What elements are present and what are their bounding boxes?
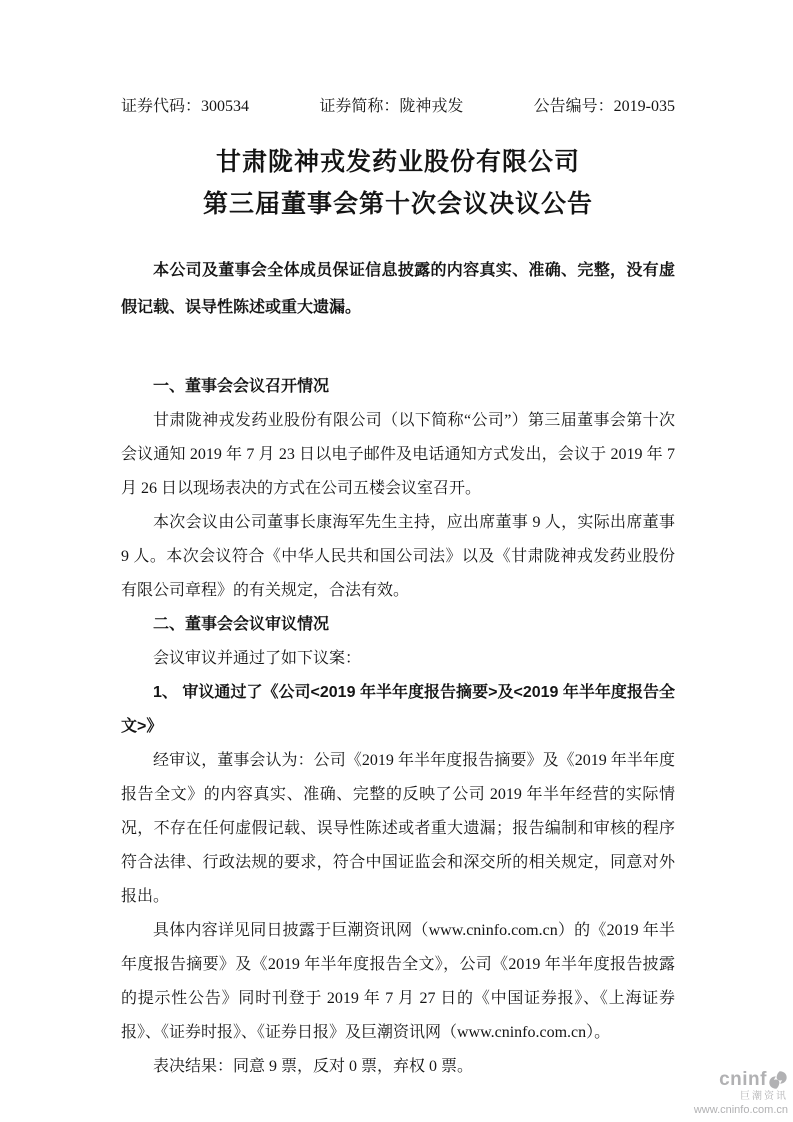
section-heading-deliberation: 二、董事会会议审议情况	[153, 616, 330, 633]
integrity-statement: 本公司及董事会全体成员保证信息披露的内容真实、准确、完整，没有虚假记载、误导性陈述或重大遗漏。	[121, 262, 675, 316]
cninfo-logo	[694, 1070, 788, 1117]
cninfo-chinese-name: 巨潮资讯	[740, 1091, 788, 1102]
company-name-title: 甘肃陇神戎发药业股份有限公司	[215, 149, 580, 176]
section-heading-convening: 一、董事会会议召开情况	[153, 378, 330, 395]
document-header	[121, 96, 675, 118]
cninfo-swirl-icon	[768, 1070, 788, 1090]
paragraph-meeting-notice: 甘肃陇神戎发药业股份有限公司（以下简称“公司”）第三届董事会第十次会议通知 2019 年 7 月 23 日以电子邮件及电话通知方式发出，会议于 2019 年 7 月 26 日以现场表决的方式在公司五楼会议室召开。	[121, 412, 675, 497]
announcement-number: 公告编号：2019-035	[533, 98, 675, 115]
paragraph-disclosure-details: 具体内容详见同日披露于巨潮资讯网（www.cninfo.com.cn）的《2019 年半年度报告摘要》及《2019 年半年度报告全文》，公司《2019 年半年度报告披露的提示性公告》同时刊登于 2019 年 7 月 27 日的《中国证券报》、《上海证券报》、《证券时报》、《证券日报》及巨潮资讯网（www.cninfo.com.cn）。	[121, 922, 675, 1041]
resolution-item-heading: 1、 审议通过了《公司<2019 年半年度报告摘要>及<2019 年半年度报告全文>》	[121, 684, 675, 735]
stock-short-name: 证券简称：陇神戎发	[319, 98, 464, 115]
deliberation-intro: 会议审议并通过了如下议案：	[153, 650, 362, 667]
cninfo-logo-top	[694, 1070, 788, 1090]
cninfo-logo-text: cninf	[719, 1069, 767, 1090]
vote-result: 表决结果：同意 9 票，反对 0 票，弃权 0 票。	[153, 1058, 474, 1075]
stock-code: 证券代码：300534	[121, 98, 250, 115]
paragraph-meeting-attendance: 本次会议由公司董事长康海军先生主持，应出席董事 9 人，实际出席董事 9 人。本次会议符合《中华人民共和国公司法》以及《甘肃陇神戎发药业股份有限公司章程》的有关规定，合法有效。	[121, 514, 675, 599]
cninfo-url: www.cninfo.com.cn	[693, 1104, 788, 1116]
paragraph-resolution-opinion: 经审议，董事会认为：公司《2019 年半年度报告摘要》及《2019 年半年度报告全文》的内容真实、准确、完整的反映了公司 2019 年半年经营的实际情况，不存在任何虚假记载、误导性陈述或者重大遗漏；报告编制和审核的程序符合法律、行政法规的要求，符合中国证监会和深交所的相关规定，同意对外报出。	[121, 752, 675, 905]
meeting-resolution-title: 第三届董事会第十次会议决议公告	[202, 191, 593, 218]
